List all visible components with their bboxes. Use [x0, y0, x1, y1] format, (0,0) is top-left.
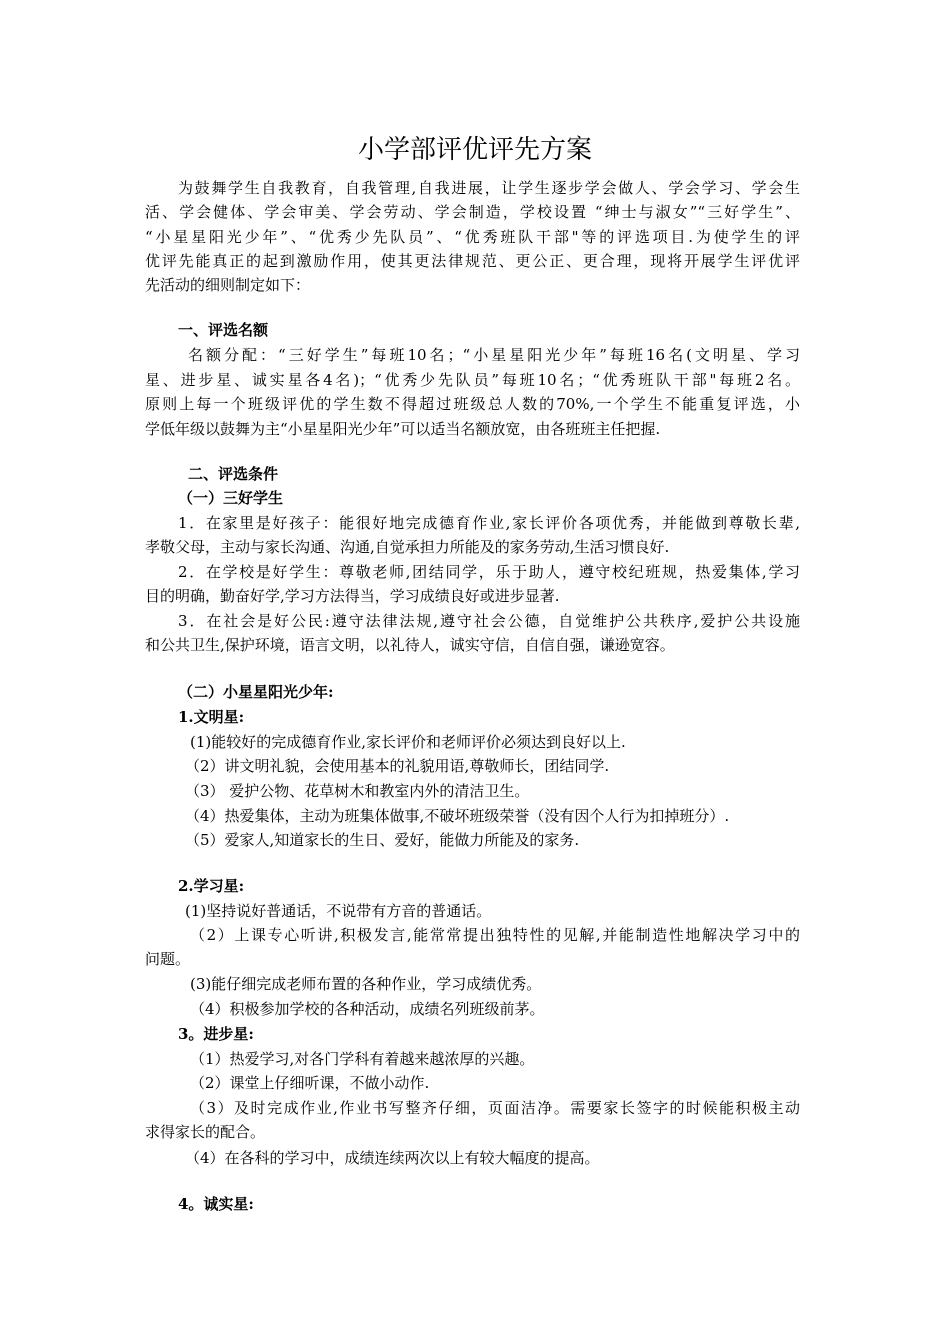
list-item: （4）热爱集体，主动为班集体做事,不破坏班级荣誉（没有因个人行为扣掉班分）. [185, 807, 730, 825]
list-item: （2）课堂上仔细听课，不做小动作. [190, 1074, 430, 1092]
item-heading: 4。诚实星: [178, 1195, 254, 1213]
paragraph-line: 孝敬父母，主动与家长沟通、沟通,自觉承担力所能及的家务劳动,生活习惯良好. [145, 538, 670, 556]
item-heading: 2.学习星: [178, 877, 245, 895]
subsection-heading: （二）小星星阳光少年: [178, 683, 334, 701]
item-heading: 3。进步星: [178, 1025, 254, 1043]
paragraph-line: 先活动的细则制定如下： [145, 276, 311, 294]
paragraph-line: 原则上每一个班级评优的学生数不得超过班级总人数的70%,一个学生不能重复评选，小 [145, 395, 800, 413]
paragraph-line: 3．在社会是好公民:遵守法律法规,遵守社会公德，自觉维护公共秩序,爱护公共设施 [178, 612, 800, 630]
section-heading: 二、评选条件 [188, 465, 279, 483]
paragraph-line: “小星星阳光少年”、“优秀少先队员”、“优秀班队干部"等的评选项目.为使学生的评 [145, 228, 800, 246]
section-heading: 一、评选名额 [178, 321, 269, 339]
list-item: （3）及时完成作业,作业书写整齐仔细，页面洁净。需要家长签字的时候能积极主动 [190, 1099, 800, 1117]
paragraph-line: 优评先能真正的起到激励作用，使其更法律规范、更公正、更合理，现将开展学生评优评 [145, 252, 800, 270]
subsection-heading: （一）三好学生 [178, 489, 284, 507]
paragraph-line: 为鼓舞学生自我教育，自我管理,自我进展，让学生逐步学会做人、学会学习、学会生 [178, 179, 800, 197]
list-item: （4）积极参加学校的各种活动，成绩名列班级前茅。 [190, 1000, 545, 1018]
paragraph-line: 学低年级以鼓舞为主“小星星阳光少年”可以适当名额放宽，由各班班主任把握. [145, 420, 661, 438]
list-item: 问题。 [145, 950, 191, 968]
list-item: （3） 爱护公物、花草树木和教室内外的清洁卫生。 [185, 782, 530, 800]
paragraph-line: 活、学会健体、学会审美、学会劳动、学会制造，学校设置 “绅士与淑女”“三好学生”、 [145, 203, 800, 221]
list-item: （1）热爱学习,对各门学科有着越来越浓厚的兴趣。 [190, 1050, 535, 1068]
list-item: （2）讲文明礼貌，会使用基本的礼貌用语,尊敬师长，团结同学. [185, 757, 610, 775]
paragraph-line: 星、进步星、诚实星各4名)；“优秀少先队员”每班10名；“优秀班队干部"每班2名。 [145, 371, 800, 389]
list-item: （2）上课专心听讲,积极发言,能常常提出独特性的见解,并能制造性地解决学习中的 [190, 926, 800, 944]
document-title: 小学部评优评先方案 [357, 135, 592, 165]
paragraph-line: 目的明确，勤奋好学,学习方法得当，学习成绩良好或进步显著. [145, 587, 560, 605]
paragraph-line: 1．在家里是好孩子：能很好地完成德育作业,家长评价各项优秀，并能做到尊敬长辈, [178, 514, 800, 532]
list-item: 求得家长的配合。 [145, 1123, 266, 1141]
item-heading: 1.文明星: [178, 708, 245, 726]
list-item: （5）爱家人,知道家长的生日、爱好，能做力所能及的家务. [185, 831, 580, 849]
paragraph-line: 名额分配：“三好学生”每班10名；“小星星阳光少年”每班16名(文明星、学习 [188, 346, 800, 364]
list-item: (1)坚持说好普通话，不说带有方音的普通话。 [185, 902, 492, 920]
list-item: （4）在各科的学习中，成绩连续两次以上有较大幅度的提高。 [185, 1149, 600, 1167]
paragraph-line: 和公共卫生,保护环境，语言文明，以礼待人，诚实守信，自信自强，谦逊宽容。 [145, 636, 675, 654]
paragraph-line: 2．在学校是好学生：尊敬老师,团结同学，乐于助人，遵守校纪班规，热爱集体,学习 [178, 563, 800, 581]
list-item: (3)能仔细完成老师布置的各种作业，学习成绩优秀。 [190, 975, 542, 993]
list-item: (1)能较好的完成德育作业,家长评价和老师评价必须达到良好以上. [190, 733, 626, 751]
